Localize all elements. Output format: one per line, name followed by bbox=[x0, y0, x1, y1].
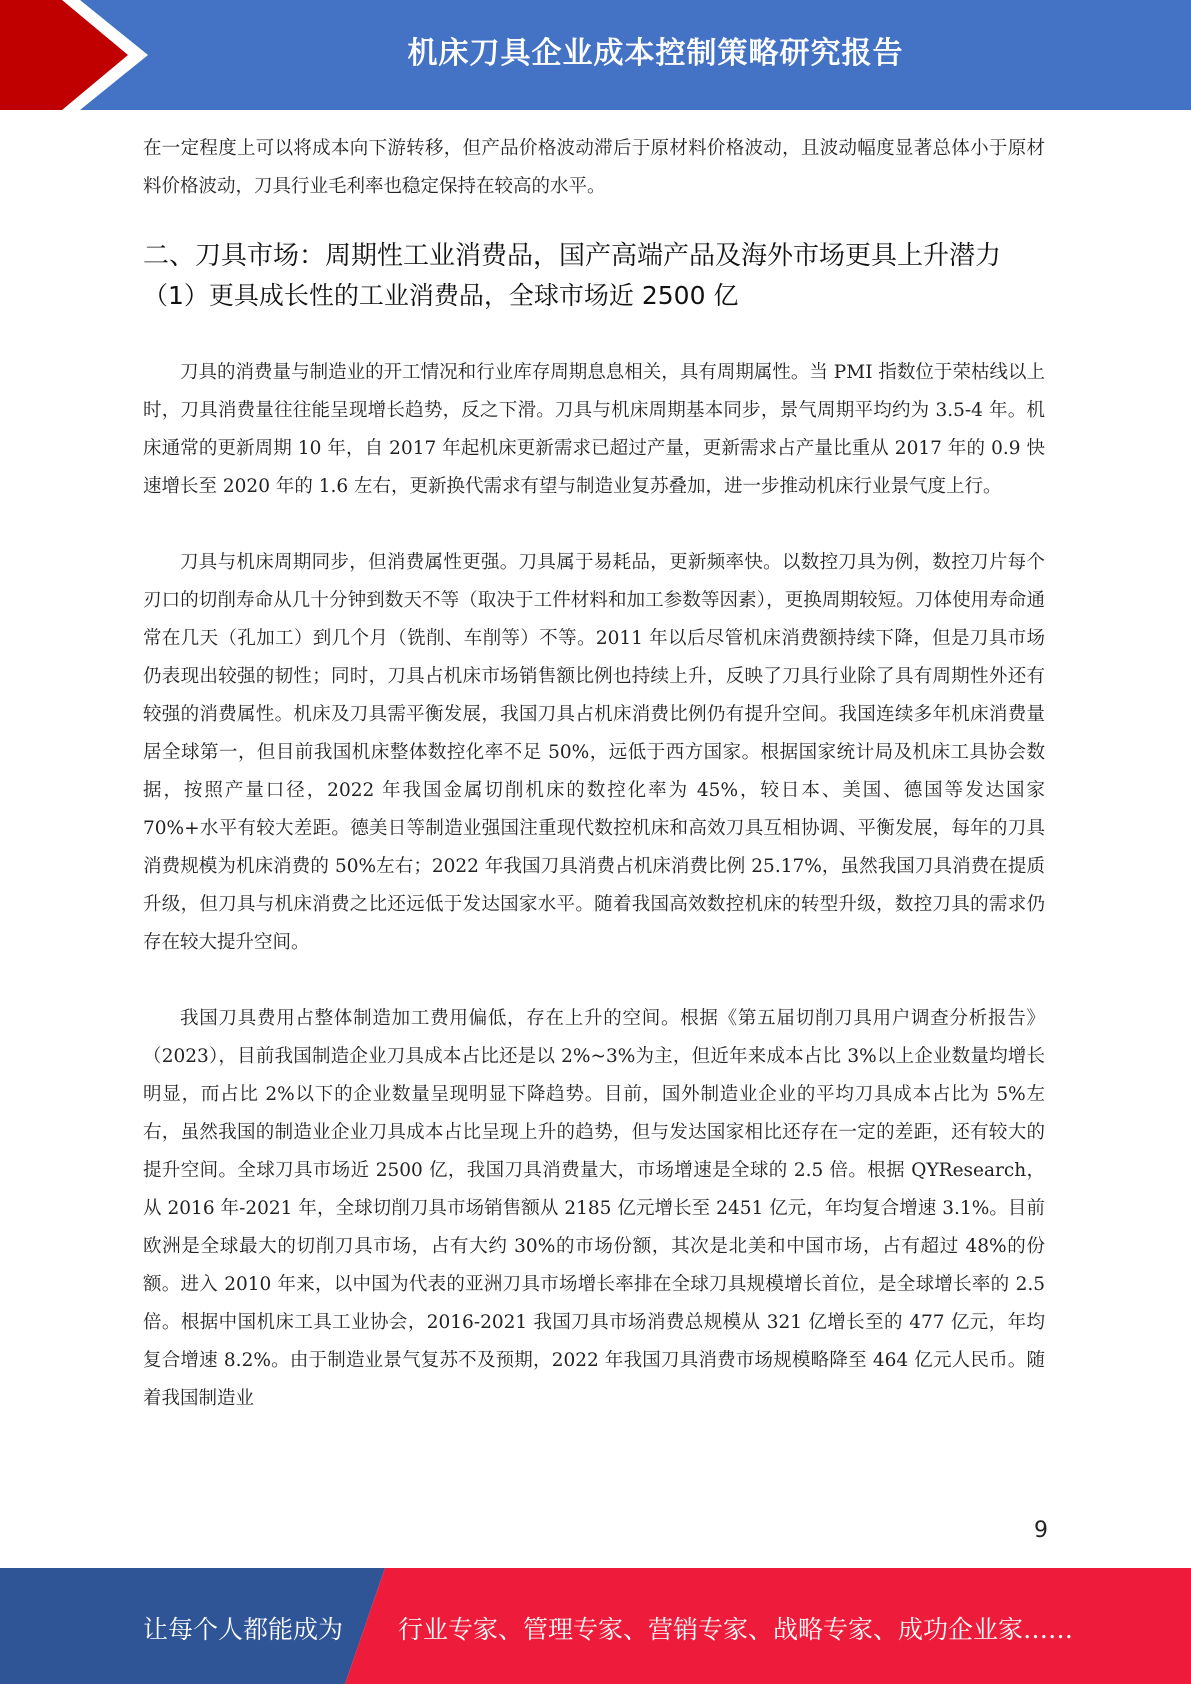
body-paragraph-1: 刀具的消费量与制造业的开工情况和行业库存周期息息相关，具有周期属性。当 PMI 指数位于荣枯线以上时，刀具消费量往往能呈现增长趋势，反之下滑。刀具与机床周期基本同步，景气周期平均约为 3.5-4 年。机床通常的更新周期 10 年，自 2017 年起机床更新需求已超过产量，更新需求占产量比重从 2017 年的 0.9 快速增长至 2020 年的 1.6 左右，更新换代需求有望与制造业复苏叠加，进一步推动机床行业景气度上行。 bbox=[143, 362, 1045, 497]
intro-paragraph: 在一定程度上可以将成本向下游转移，但产品价格波动滞后于原材料价格波动，且波动幅度显著总体小于原材料价格波动，刀具行业毛利率也稳定保持在较高的水平。 bbox=[143, 138, 1045, 197]
page-footer bbox=[0, 1568, 1191, 1684]
footer-slogan-left: 让每个人都能成为 bbox=[143, 1615, 344, 1644]
body-paragraph-3: 我国刀具费用占整体制造加工费用偏低，存在上升的空间。根据《第五届切削刀具用户调查分析报告》（2023），目前我国制造企业刀具成本占比还是以 2%~3%为主，但近年来成本占比 3%以上企业数量均增长明显，而占比 2%以下的企业数量呈现明显下降趋势。目前，国外制造业企业的平均刀具成本占比为 5%左右，虽然我国的制造业企业刀具成本占比呈现上升的趋势，但与发达国家相比还存在一定的差距，还有较大的提升空间。全球刀具市场近 2500 亿，我国刀具消费量大，市场增速是全球的 2.5 倍。根据 QYResearch，从 2016 年-2021 年，全球切削刀具市场销售额从 2185 亿元增长至 2451 亿元，年均复合增速 3.1%。目前欧洲是全球最大的切削刀具市场，占有大约 30%的市场份额，其次是北美和中国市场，占有超过 48%的份额。进入 2010 年来，以中国为代表的亚洲刀具市场增长率排在全球刀具规模增长首位，是全球增长率的 2.5 倍。根据中国机床工具工业协会，2016-2021 我国刀具市场消费总规模从 321 亿增长至的 477 亿元，年均复合增速 8.2%。由于制造业景气复苏不及预期，2022 年我国刀具消费市场规模略降至 464 亿元人民币。随着我国制造业 bbox=[143, 1008, 1045, 1409]
page-number: 9 bbox=[1034, 1518, 1048, 1543]
report-title: 机床刀具企业成本控制策略研究报告 bbox=[407, 36, 904, 71]
page-header bbox=[0, 0, 1191, 110]
subsection-heading: （1）更具成长性的工业消费品，全球市场近 2500 亿 bbox=[143, 281, 739, 310]
footer-slogan-right: 行业专家、管理专家、营销专家、战略专家、成功企业家…… bbox=[398, 1615, 1074, 1644]
section-heading: 二、刀具市场：周期性工业消费品，国产高端产品及海外市场更具上升潜力 bbox=[143, 241, 1002, 271]
body-paragraph-2: 刀具与机床周期同步，但消费属性更强。刀具属于易耗品，更新频率快。以数控刀具为例，数控刀片每个刃口的切削寿命从几十分钟到数天不等（取决于工件材料和加工参数等因素），更换周期较短。刀体使用寿命通常在几天（孔加工）到几个月（铣削、车削等）不等。2011 年以后尽管机床消费额持续下降，但是刀具市场仍表现出较强的韧性；同时，刀具占机床市场销售额比例也持续上升，反映了刀具行业除了具有周期性外还有较强的消费属性。机床及刀具需平衡发展，我国刀具占机床消费比例仍有提升空间。我国连续多年机床消费量居全球第一，但目前我国机床整体数控化率不足 50%，远低于西方国家。根据国家统计局及机床工具协会数据，按照产量口径，2022 年我国金属切削机床的数控化率为 45%，较日本、美国、德国等发达国家 70%+水平有较大差距。德美日等制造业强国注重现代数控机床和高效刀具互相协调、平衡发展，每年的刀具消费规模为机床消费的 50%左右；2022 年我国刀具消费占机床消费比例 25.17%，虽然我国刀具消费在提质升级，但刀具与机床消费之比还远低于发达国家水平。随着我国高效数控机床的转型升级，数控刀具的需求仍存在较大提升空间。 bbox=[143, 552, 1045, 953]
page-content bbox=[143, 130, 1045, 1418]
